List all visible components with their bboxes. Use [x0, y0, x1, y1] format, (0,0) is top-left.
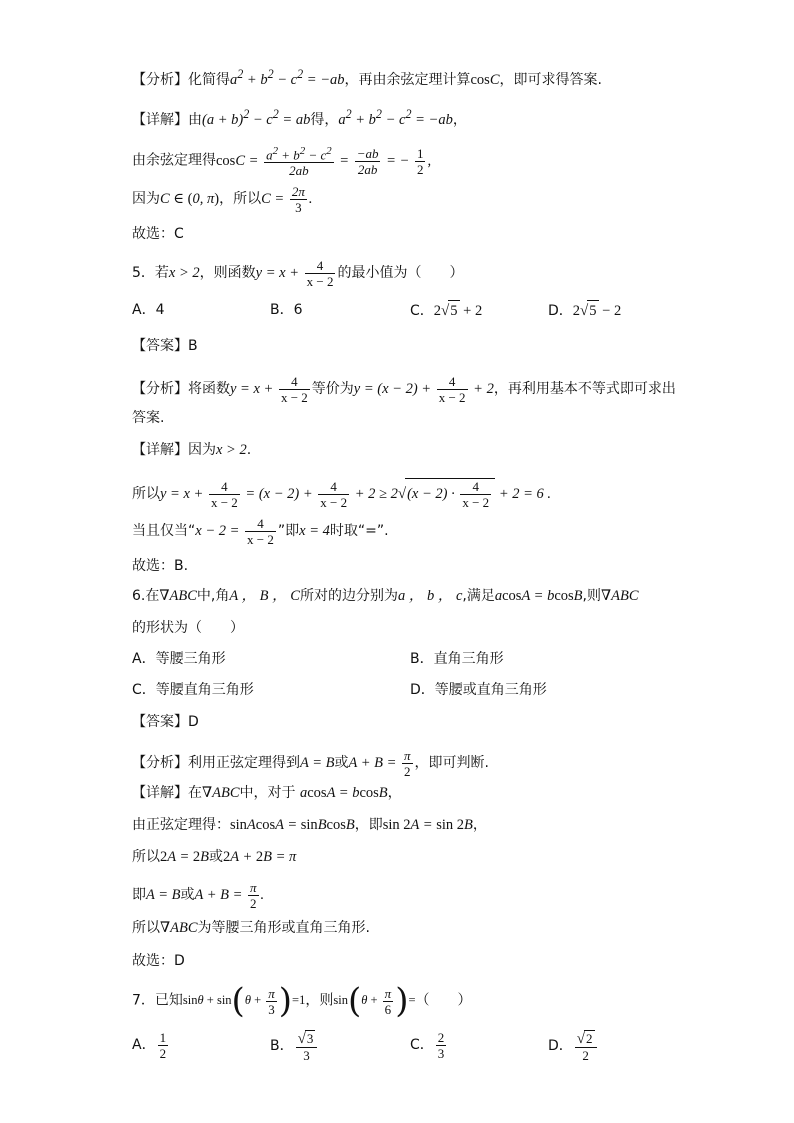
text: 7．已知 [132, 992, 183, 1009]
formula: C ∈ (0, π) [160, 190, 220, 207]
formula: C = $\frac{2\pi}{3}$ . [261, 184, 313, 215]
text: ,满足 [462, 588, 495, 604]
text: 所以 [132, 849, 160, 865]
text: ，即可求得答案. [499, 71, 602, 88]
q5-option-a[interactable]: A．4 [132, 302, 165, 318]
text: ，即 [354, 817, 383, 833]
formula: A + B = $\frac{\pi}{2}$ [348, 748, 411, 779]
text: ，再利用基本不等式即可求出 [493, 380, 676, 397]
text: ， [452, 111, 467, 128]
formula: sinAcosA = sinBcosB [230, 817, 355, 833]
formula: y = x + $\frac{4}{x - 2}$ [230, 374, 308, 405]
option-label: C． [410, 1036, 434, 1053]
formula: 2√5 + 2 [434, 303, 482, 319]
formula: ∇ABC [159, 588, 197, 604]
text: 或 [209, 849, 223, 865]
q4-analysis [132, 64, 602, 90]
text: 由余弦定理得 [132, 152, 216, 169]
text: 由 [188, 111, 202, 128]
q7-option-d[interactable] [548, 1030, 599, 1063]
text: 中,角 [196, 588, 230, 604]
q6-stem-cont: 的形状为（ ） [132, 620, 244, 636]
formula: x > 2 [168, 264, 200, 281]
q4-detail [132, 104, 467, 130]
q5-option-b[interactable]: B．6 [270, 302, 303, 318]
text: 中，对于 [239, 785, 296, 801]
text: 5．若 [132, 264, 169, 281]
formula: $\frac{√2}{2}$ [573, 1038, 599, 1054]
formula: $\frac{1}{2}$ [159, 1030, 167, 1061]
formula: A + B = $\frac{\pi}{2}$ . [194, 880, 265, 911]
analysis-tag: 【分析】 [132, 754, 188, 771]
text: 或 [180, 886, 195, 903]
detail-tag: 【详解】 [132, 785, 188, 801]
formula: 2√5 − 2 [573, 303, 621, 319]
text: 由正弦定理得： [132, 817, 230, 833]
text: 时取“=”. [329, 522, 389, 539]
formula: sin(θ + $\frac{\pi}{6}$ )= [333, 981, 416, 1022]
q5-so-line [132, 478, 551, 510]
formula: cosC = $\frac{a^2 + b^2 - c^2}{2ab}$ = $\frac{-ab}{2ab}$ = − $\frac{1}{2}$ , [216, 145, 432, 179]
q5-option-c[interactable] [410, 300, 482, 321]
text: ，所以 [219, 190, 262, 207]
text: 因为 [132, 190, 160, 207]
formula: y = (x − 2) + $\frac{4}{x - 2}$ + 2 [353, 374, 494, 405]
q5-choose: 故选：B. [132, 558, 189, 574]
formula: cosC [470, 71, 500, 88]
text: 或 [334, 754, 349, 771]
analysis-tag: 【分析】 [132, 71, 188, 88]
text: 6.在 [132, 588, 160, 604]
text: ，则函数 [199, 264, 256, 281]
q5-analysis [132, 374, 676, 405]
analysis-tag: 【分析】 [132, 380, 188, 397]
text: ， [472, 817, 487, 833]
formula: $\frac{2}{3}$ [437, 1030, 445, 1061]
text: 化简得 [188, 71, 230, 88]
text: 所以 [132, 920, 160, 936]
q6-option-a[interactable]: A．等腰三角形 [132, 651, 226, 667]
option-label: A． [132, 1036, 156, 1053]
q6-option-c[interactable]: C．等腰直角三角形 [132, 682, 254, 698]
q7-option-a[interactable] [132, 1030, 170, 1061]
q6-so-line [132, 847, 296, 867]
text: ，再由余弦定理计算 [344, 71, 471, 88]
formula: A ， B ， C [229, 588, 300, 604]
q6-detail: 【详解】在∇ABC中，对于 acosA = bcosB， [132, 785, 402, 801]
text: ,则 [582, 588, 601, 604]
formula: ∇ABC [202, 785, 240, 801]
formula: 2A = 2B [160, 849, 209, 865]
formula: $(a + b)^2 - c^2$ = ab [202, 107, 311, 128]
q5-option-d[interactable] [548, 300, 621, 321]
text: 的最小值为（ ） [337, 264, 464, 281]
formula: x = 4 [299, 522, 330, 539]
detail-tag: 【详解】 [132, 442, 188, 458]
formula: y = x + $\frac{4}{x - 2}$ [255, 258, 334, 289]
q5-analysis-cont: 答案. [132, 410, 165, 426]
q4-choose: 故选：C [132, 226, 184, 242]
formula: x > 2 [216, 442, 247, 458]
formula: ∇ABC [160, 920, 198, 936]
text: 所以 [132, 485, 160, 502]
text: 在 [188, 785, 202, 801]
formula: A = B [300, 754, 335, 771]
q6-conclusion [132, 918, 370, 938]
q5-when-line [132, 516, 389, 547]
formula: sinθ + sin(θ + $\frac{\pi}{3}$ )=1 [182, 981, 306, 1022]
q5-answer: 【答案】B [132, 338, 198, 354]
q6-answer: 【答案】D [132, 714, 199, 730]
formula: ∇ABC [600, 588, 639, 604]
q4-cos-line [132, 144, 431, 178]
q6-analysis [132, 748, 489, 779]
q6-option-b[interactable]: B．直角三角形 [410, 651, 504, 667]
formula: acosA = bcosB [494, 588, 583, 604]
option-label: D． [548, 1037, 573, 1054]
q6-ie-line [132, 880, 264, 911]
text: 即 [132, 886, 146, 903]
formula: a ， b ， c [397, 588, 463, 604]
formula: $\frac{√3}{3}$ [294, 1038, 320, 1054]
q4-because-line [132, 184, 312, 215]
text: 将函数 [188, 380, 230, 397]
q7-option-b[interactable] [270, 1030, 319, 1063]
text: ，则 [305, 992, 334, 1009]
formula: sin 2A = sin 2B [382, 817, 473, 833]
q7-option-c[interactable] [410, 1030, 448, 1061]
option-label: D． [548, 303, 573, 319]
text: 为等腰三角形或直角三角形. [197, 920, 370, 936]
formula: A = B [146, 886, 181, 903]
text: ，即可判断. [414, 754, 489, 771]
formula: y = x + $\frac{4}{x - 2}$ = (x − 2) + $\frac{4}{x - 2}$ + 2 ≥ 2√(x − 2) · $\frac{4}{x - 2}$ + 2 = 6 . [160, 479, 552, 510]
q5-stem [132, 258, 463, 289]
text: 利用正弦定理得到 [188, 754, 300, 771]
text: 因为 [188, 442, 216, 458]
formula: $a^2 + b^2 - c^2 = -ab$ [338, 107, 453, 128]
formula: $a^2 + b^2 - c^2 = -ab$ [230, 67, 345, 88]
q6-sine-line [132, 815, 487, 835]
text: 所对的边分别为 [299, 588, 398, 604]
q5-detail: 【详解】因为x > 2. [132, 442, 252, 458]
formula: acosA = bcosB [299, 785, 388, 801]
text: 得， [310, 111, 339, 128]
detail-tag: 【详解】 [132, 111, 188, 128]
q7-stem [132, 981, 472, 1022]
formula: x − 2 = $\frac{4}{x - 2}$ [195, 516, 274, 547]
text: 当且仅当“ [132, 522, 196, 539]
option-label: C． [410, 303, 434, 319]
option-label: B． [270, 1037, 294, 1054]
q6-stem [132, 586, 639, 606]
formula: 2A + 2B = π [223, 849, 297, 865]
text: ”即 [277, 522, 300, 539]
q6-option-d[interactable]: D．等腰或直角三角形 [410, 682, 547, 698]
text: 等价为 [311, 380, 354, 397]
text: （ ） [415, 992, 472, 1009]
q6-choose: 故选：D [132, 953, 185, 969]
